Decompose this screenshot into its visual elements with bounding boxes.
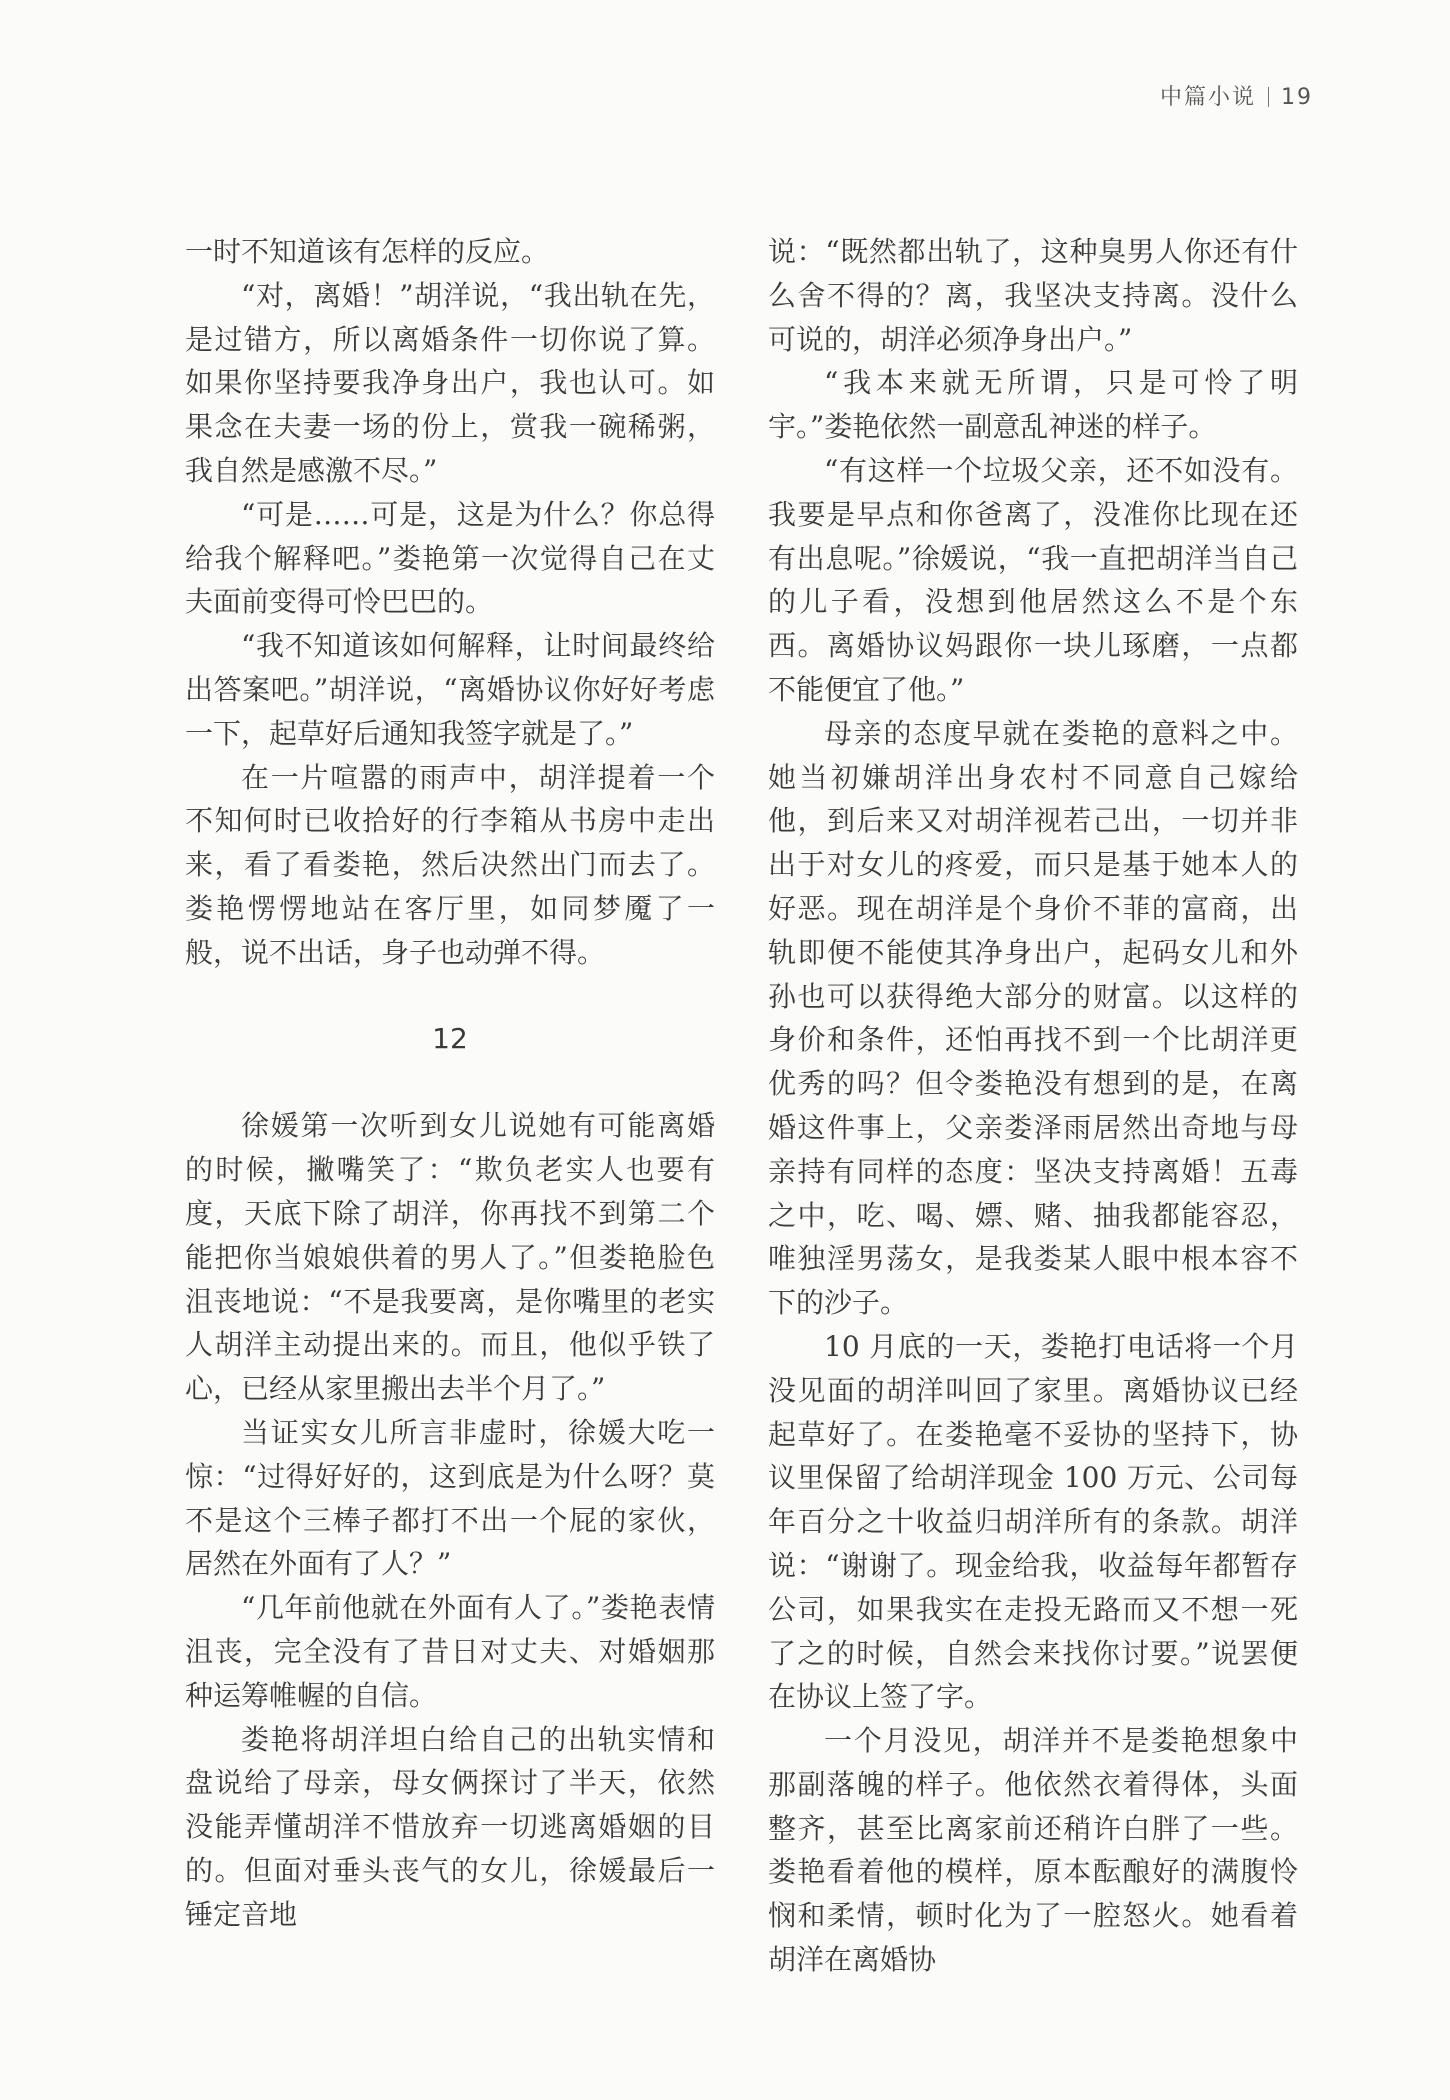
paragraph: 当证实女儿所言非虚时，徐媛大吃一惊：“过得好好的，这到底是为什么呀？莫不是这个三棒子都打不出一个屁的家伙，居然在外面有了人？” [185, 1415, 715, 1581]
paragraph: “几年前他就在外面有人了。”娄艳表情沮丧，完全没有了昔日对丈夫、对婚姻那种运筹帷幄的自信。 [185, 1591, 715, 1712]
paragraph: 10 月底的一天，娄艳打电话将一个月没见面的胡洋叫回了家里。离婚协议已经起草好了。在娄艳毫不妥协的坚持下，协议里保留了给胡洋现金 100 万元、公司每年百分之十收益归胡洋所有的条款。胡洋说：“谢谢了。现金给我，收益每年都暂存公司，如果我实在走投无路而又不想一死了之的时候，自然会来找你讨要。”说罢便在协议上签了字。 [768, 1329, 1298, 1714]
paragraph: 母亲的态度早就在娄艳的意料之中。她当初嫌胡洋出身农村不同意自己嫁给他，到后来又对胡洋视若己出，一切并非出于对女儿的疼爱，而只是基于她本人的好恶。现在胡洋是个身价不菲的富商，出轨即便不能使其净身出户，起码女儿和外孙也可以获得绝大部分的财富。以这样的身价和条件，还怕再找不到一个比胡洋更优秀的吗？但令娄艳没有想到的是，在离婚这件事上，父亲娄泽雨居然出奇地与母亲持有同样的态度：坚决支持离婚！五毒之中，吃、喝、嫖、赌、抽我都能容忍，唯独淫男荡女，是我娄某人眼中根本容不下的沙子。 [768, 716, 1298, 1320]
paragraph: “我不知道该如何解释，让时间最终给出答案吧。”胡洋说，“离婚协议你好好考虑一下，起草好后通知我签字就是了。” [185, 629, 715, 750]
section-number: 12 [432, 1021, 468, 1055]
paragraph: 在一片喧嚣的雨声中，胡洋提着一个不知何时已收拾好的行李箱从书房中走出来，看了看娄艳，然后决然出门而去了。娄艳愣愣地站在客厅里，如同梦魇了一般，说不出话，身子也动弹不得。 [185, 760, 715, 969]
section-title: 中篇小说 [1159, 85, 1256, 110]
paragraph: “我本来就无所谓，只是可怜了明宇。”娄艳依然一副意乱神迷的样子。 [768, 366, 1298, 444]
paragraph: “可是……可是，这是为什么？你总得给我个解释吧。”娄艳第一次觉得自己在丈夫面前变得可怜巴巴的。 [185, 497, 715, 619]
paragraph: 一时不知道该有怎样的反应。 [185, 235, 550, 268]
running-header [1160, 80, 1313, 111]
right-column [768, 230, 1298, 1982]
paragraph: “对，离婚！”胡洋说，“我出轨在先，是过错方，所以离婚条件一切你说了算。如果你坚持要我净身出户，我也认可。如果念在夫妻一场的份上，赏我一碗稀粥，我自然是感激不尽。” [185, 278, 715, 487]
paragraph: 一个月没见，胡洋并不是娄艳想象中那副落魄的样子。他依然衣着得体，头面整齐，甚至比离家前还稍许白胖了一些。娄艳看着他的模样，原本酝酿好的满腹怜悯和柔情，顿时化为了一腔怒火。她看着胡洋在离婚协 [768, 1724, 1298, 1977]
paragraph: 说：“既然都出轨了，这种臭男人你还有什么舍不得的？离，我坚决支持离。没什么可说的，胡洋必须净身出户。” [768, 235, 1298, 356]
header-divider [1268, 87, 1269, 107]
left-column [185, 230, 715, 1936]
paragraph: “有这样一个垃圾父亲，还不如没有。我要是早点和你爸离了，没准你比现在还有出息呢。”徐媛说，“我一直把胡洋当自己的儿子看，没想到他居然这么不是个东西。离婚协议妈跟你一块儿琢磨，一点都不能便宜了他。” [768, 453, 1298, 706]
paragraph: 徐媛第一次听到女儿说她有可能离婚的时候，撇嘴笑了：“欺负老实人也要有度，天底下除了胡洋，你再找不到第二个能把你当娘娘供着的男人了。”但娄艳脸色沮丧地说：“不是我要离，是你嘴里的老实人胡洋主动提出来的。而且，他似乎铁了心，已经从家里搬出去半个月了。” [185, 1109, 715, 1406]
paragraph: 娄艳将胡洋坦白给自己的出轨实情和盘说给了母亲，母女俩探讨了半天，依然没能弄懂胡洋不惜放弃一切逃离婚姻的目的。但面对垂头丧气的女儿，徐媛最后一锤定音地 [185, 1722, 715, 1931]
page-number: 19 [1281, 85, 1313, 110]
